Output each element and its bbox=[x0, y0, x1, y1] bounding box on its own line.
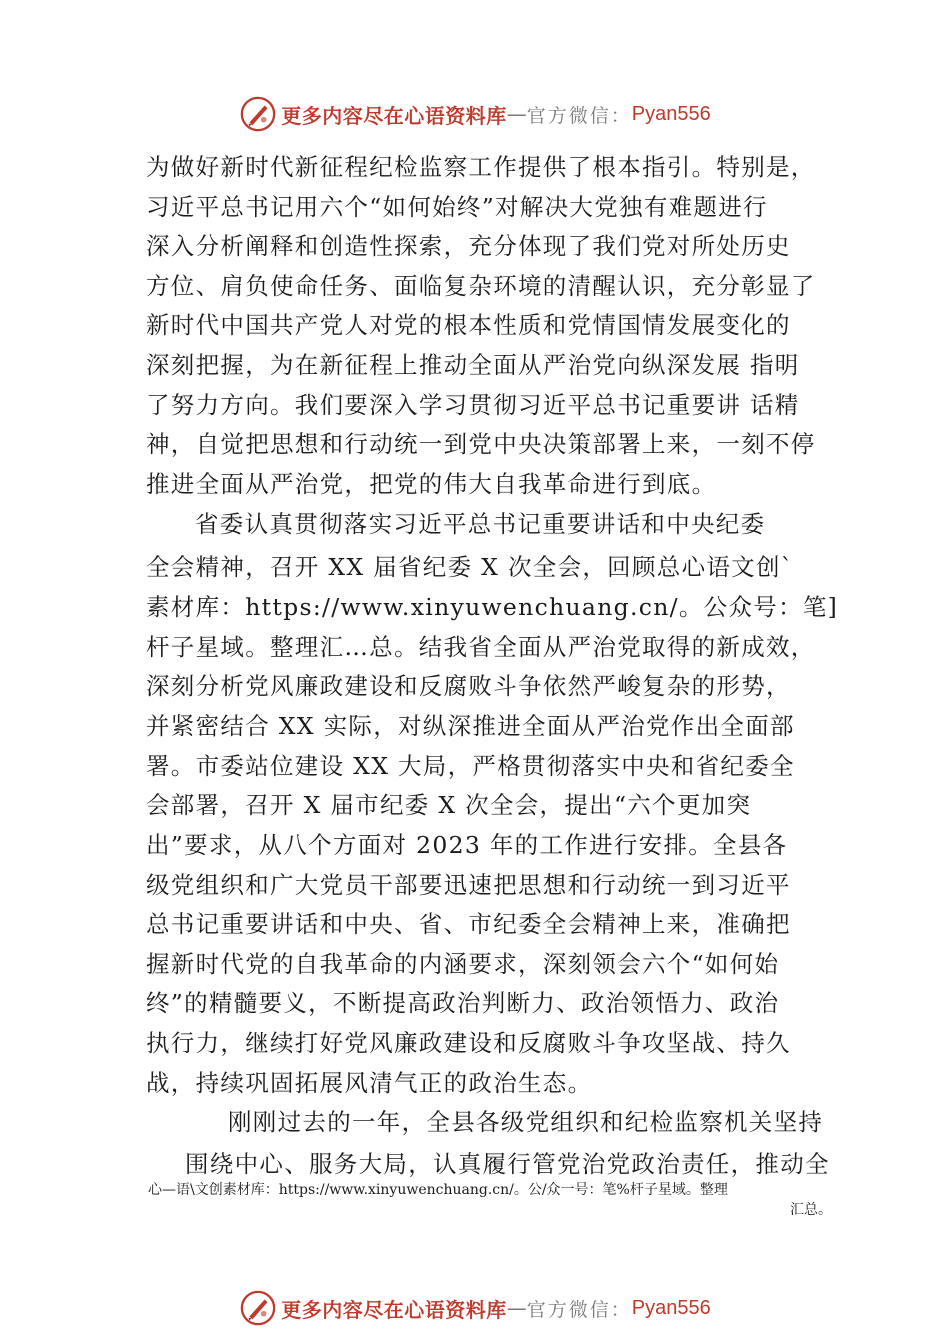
body-line: 神，自觉把思想和行动统一到党中央决策部署上来，一刻不停 bbox=[146, 430, 816, 458]
body-line: 推进全面从严治党，把党的伟大自我革命进行到底。 bbox=[146, 470, 717, 498]
body-line: 方位、肩负使命任务、面临复杂环境的清醒认识，充分彰显了 bbox=[146, 272, 816, 300]
body-line: 握新时代党的自我革命的内涵要求，深刻领会六个“如何始 bbox=[146, 950, 780, 978]
body-line: 刚刚过去的一年，全县各级党组织和纪检监察机关坚持 bbox=[228, 1108, 824, 1136]
footnote-line-1: 心—语\文创素材库：https://www.xinyuwenchuang.cn/。公/众一号：笔%杆子星域。整理 bbox=[148, 1182, 728, 1198]
footnote-line-2: 汇总。 bbox=[790, 1202, 832, 1218]
body-line: 深入分析阐释和创造性探索，充分体现了我们党对所处历史 bbox=[146, 232, 791, 260]
body-line: 深刻分析党风廉政建设和反腐败斗争依然严峻复杂的形势， bbox=[146, 672, 791, 700]
body-line: 会部署，召开 X 届市纪委 X 次全会，提出“六个更加突 bbox=[146, 791, 752, 819]
body-line: 出”要求，从八个方面对 2023 年的工作进行安排。全县各 bbox=[146, 831, 788, 859]
header-wechat-id: Pyan556 bbox=[631, 102, 711, 125]
body-line: 并紧密结合 XX 实际，对纵深推进全面从严治党作出全面部 bbox=[146, 712, 795, 740]
body-line: 执行力，继续打好党风廉政建设和反腐败斗争攻坚战、持久 bbox=[146, 1029, 791, 1057]
body-line: 省委认真贯彻落实习近平总书记重要讲话和中央纪委 bbox=[195, 510, 766, 538]
header-title: 更多内容尽在心语资料库 bbox=[281, 103, 507, 128]
body-line: 围绕中心、服务大局，认真履行管党治党政治责任，推动全 bbox=[185, 1150, 830, 1178]
body-line: 署。市委站位建设 XX 大局，严格贯彻落实中央和省纪委全 bbox=[146, 752, 795, 780]
pen-logo-icon bbox=[239, 1289, 277, 1327]
footer-separator: — bbox=[506, 1296, 527, 1320]
header-separator: — bbox=[506, 102, 527, 126]
body-line: 战，持续巩固拓展风清气正的政治生态。 bbox=[146, 1069, 593, 1097]
body-line: 为做好新时代新征程纪检监察工作提供了根本指引。特别是， bbox=[146, 153, 816, 181]
body-line: 全会精神，召开 XX 届省纪委 X 次全会，回顾总心语文创` bbox=[146, 553, 794, 581]
body-line: 了努力方向。我们要深入学习贯彻习近平总书记重要讲 话精 bbox=[146, 391, 800, 419]
pen-logo-icon bbox=[239, 95, 277, 133]
footer-wechat-id: Pyan556 bbox=[631, 1296, 711, 1319]
header-wechat-label: 官方微信： bbox=[526, 104, 632, 127]
body-line: 终”的精髓要义，不断提高政治判断力、政治领悟力、政治 bbox=[146, 989, 780, 1017]
body-line: 素材库：https://www.xinyuwenchuang.cn/。公众号：笔] bbox=[146, 593, 839, 621]
footer-wechat-label: 官方微信： bbox=[526, 1298, 632, 1321]
body-line: 深刻把握，为在新征程上推动全面从严治党向纵深发展 指明 bbox=[146, 351, 800, 379]
footer-banner bbox=[0, 1286, 950, 1330]
footer-title: 更多内容尽在心语资料库 bbox=[281, 1297, 507, 1322]
body-line: 总书记重要讲话和中央、省、市纪委全会精神上来，准确把 bbox=[146, 910, 791, 938]
body-line: 级党组织和广大党员干部要迅速把思想和行动统一到习近平 bbox=[146, 871, 791, 899]
body-line: 杆子星域。整理汇…总。结我省全面从严治党取得的新成效， bbox=[146, 633, 816, 661]
body-line: 习近平总书记用六个“如何始终”对解决大党独有难题进行 bbox=[146, 193, 768, 221]
header-banner bbox=[0, 92, 950, 136]
body-line: 新时代中国共产党人对党的根本性质和党情国情发展变化的 bbox=[146, 311, 791, 339]
